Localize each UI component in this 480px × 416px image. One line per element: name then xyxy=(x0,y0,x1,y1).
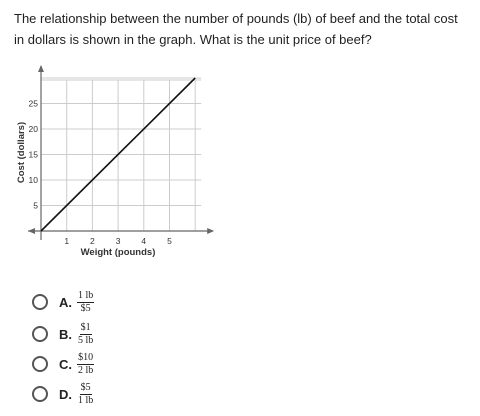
x-axis-arrow-icon xyxy=(207,228,214,234)
graph xyxy=(0,60,230,265)
y-tick-label: 10 xyxy=(28,175,38,185)
choice-fraction xyxy=(77,323,94,346)
fraction-numerator: 1 lb xyxy=(78,289,94,301)
x-tick-label: 3 xyxy=(115,236,121,246)
fraction-denominator: 2 lb xyxy=(78,364,94,376)
radio-button-icon[interactable] xyxy=(32,326,48,342)
choice-d[interactable] xyxy=(32,380,192,408)
radio-button-icon[interactable] xyxy=(32,386,48,402)
x-axis-arrow-icon xyxy=(28,228,35,234)
fraction-numerator: $1 xyxy=(80,321,91,333)
x-tick-label: 5 xyxy=(167,236,172,246)
choice-letter: B. xyxy=(59,326,72,342)
radio-button-icon[interactable] xyxy=(32,356,48,372)
x-tick-label: 1 xyxy=(64,236,70,246)
choice-fraction xyxy=(77,353,94,376)
choice-c[interactable] xyxy=(32,350,192,378)
choice-fraction xyxy=(77,291,94,314)
question-line-1: The relationship between the number of pounds (lb) of beef and the total cost xyxy=(14,11,458,26)
choice-letter: D. xyxy=(59,386,72,402)
y-tick-label: 5 xyxy=(33,200,38,211)
question-line-2: in dollars is shown in the graph. What is the unit price of beef? xyxy=(14,32,372,47)
question-text xyxy=(14,8,470,50)
x-tick-label: 2 xyxy=(90,236,95,246)
choice-letter: C. xyxy=(59,356,72,372)
y-tick-label: 25 xyxy=(28,98,38,109)
fraction-denominator: 1 lb xyxy=(78,394,94,406)
choice-b[interactable] xyxy=(32,320,192,348)
choice-fraction xyxy=(77,383,94,406)
radio-button-icon[interactable] xyxy=(32,294,48,310)
fraction-numerator: $10 xyxy=(78,351,94,363)
y-tick-label: 20 xyxy=(28,124,38,134)
fraction-denominator: 5 lb xyxy=(78,334,94,346)
y-axis-arrow-icon xyxy=(38,65,44,72)
chart-svg xyxy=(0,60,230,265)
choice-letter: A. xyxy=(59,294,72,310)
y-tick-label: 15 xyxy=(28,149,38,160)
choice-a[interactable] xyxy=(32,288,192,316)
y-axis-label: Cost (dollars) xyxy=(16,121,27,184)
fraction-denominator: $5 xyxy=(80,302,91,314)
fraction-numerator: $5 xyxy=(80,381,91,393)
x-tick-label: 4 xyxy=(141,236,147,246)
x-axis-label: Weight (pounds) xyxy=(80,247,156,258)
